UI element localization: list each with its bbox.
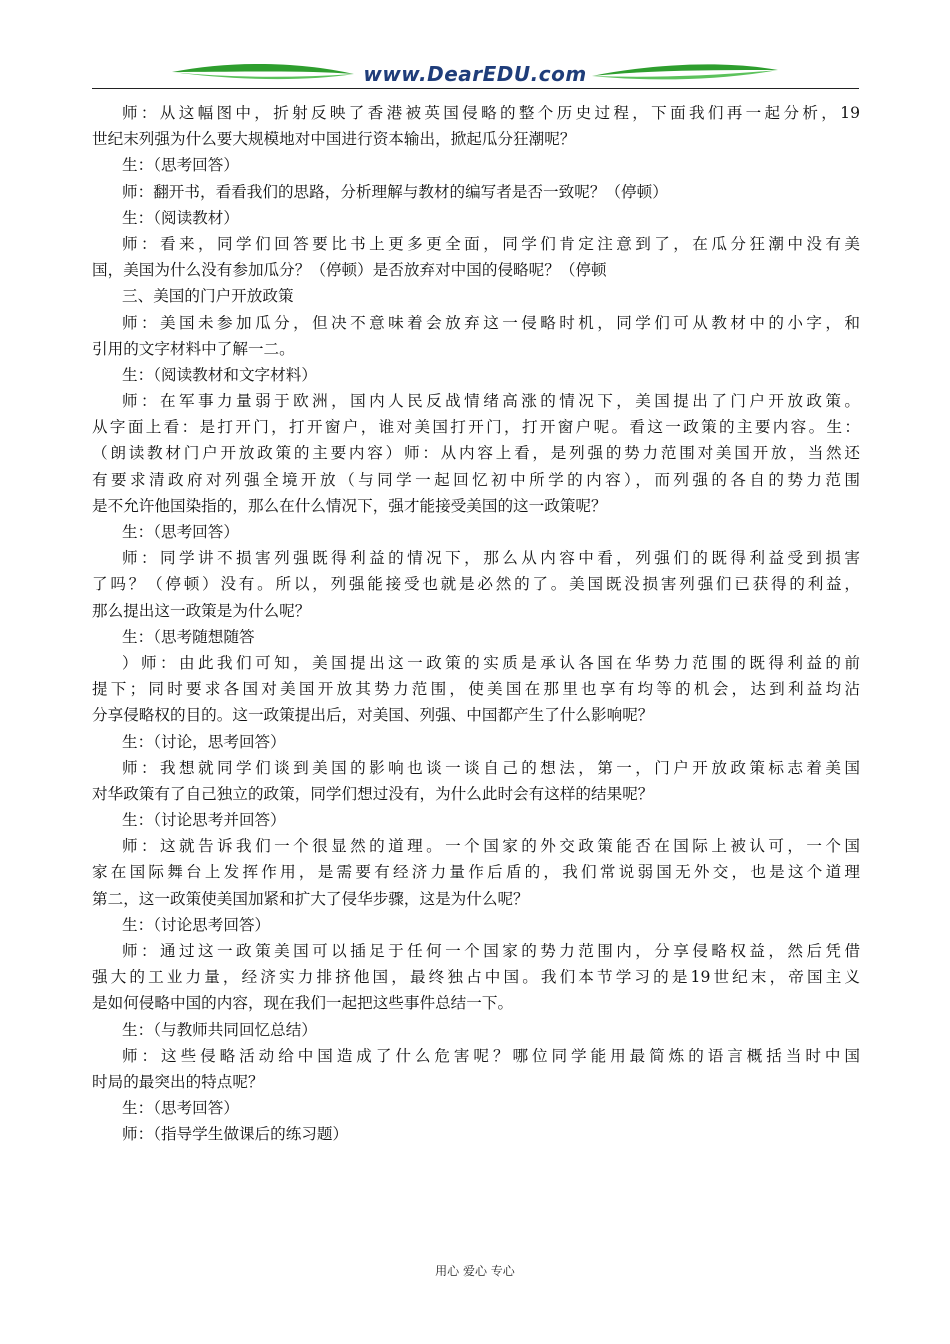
- text-line: 三、美国的门户开放政策: [122, 287, 294, 306]
- text-line: 是不允许他国染指的，那么在什么情况下，强才能接受美国的这一政策呢？: [92, 496, 607, 515]
- text-line: 从字面上看：是打开门，打开窗户，谁对美国打开门，打开窗户呢。看这一政策的主要内容。生：: [92, 418, 860, 437]
- text-line: 分享侵略权的目的。这一政策提出后，对美国、列强、中国都产生了什么影响呢？: [92, 706, 654, 725]
- text-line: 国，美国为什么没有参加瓜分？（停顿）是否放弃对中国的侵略呢？（停顿: [92, 261, 607, 280]
- page-footer: 用心 爱心 专心: [435, 1264, 515, 1278]
- text-line: 师：（指导学生做课后的练习题）: [122, 1125, 349, 1144]
- text-line: 生：（阅读教材）: [122, 208, 239, 227]
- text-line: （朗读教材门户开放政策的主要内容）师：从内容上看，是列强的势力范围对美国开放，当然还: [92, 444, 860, 463]
- text-line: 生：（思考回答）: [122, 523, 239, 541]
- text-line: 师：这就告诉我们一个很显然的道理。一个国家的外交政策能否在国际上被认可，一个国: [122, 837, 860, 856]
- text-line: 生：（讨论，思考回答）: [122, 732, 286, 751]
- text-line: 师：我想就同学们谈到美国的影响也谈一谈自己的想法，第一，门户开放政策标志着美国: [122, 758, 860, 777]
- text-line: 生：（思考回答）: [122, 1099, 239, 1118]
- text-line: 师：看来，同学们回答要比书上更多更全面，同学们肯定注意到了，在瓜分狂潮中没有美: [122, 234, 860, 253]
- text-line: 师：翻开书，看看我们的思路，分析理解与教材的编写者是否一致呢？（停顿）: [122, 182, 668, 201]
- text-line: 生：（讨论思考并回答）: [122, 811, 286, 830]
- text-line: 那么提出这一政策是为什么呢？: [92, 601, 311, 620]
- text-line: 第二，这一政策使美国加紧和扩大了侵华步骤，这是为什么呢？: [92, 889, 529, 908]
- document-body: [92, 100, 860, 1148]
- site-header-logo: [92, 58, 858, 90]
- text-line: 了吗？（停顿）没有。所以，列强能接受也就是必然的了。美国既没损害列强们已获得的利益，: [92, 575, 860, 594]
- text-line: 师：这些侵略活动给中国造成了什么危害呢？哪位同学能用最简炼的语言概括当时中国: [122, 1046, 860, 1065]
- text-line: 师：通过这一政策美国可以插足于任何一个国家的势力范围内，分享侵略权益，然后凭借: [122, 942, 860, 960]
- text-line: 师：在军事力量弱于欧洲，国内人民反战情绪高涨的情况下，美国提出了门户开放政策。: [122, 392, 860, 411]
- header-divider: [92, 88, 859, 89]
- text-line: 世纪末列强为什么要大规模地对中国进行资本输出，掀起瓜分狂潮呢？: [92, 130, 576, 149]
- text-line: 强大的工业力量，经济实力排挤他国，最终独占中国。我们本节学习的是19世纪末，帝国主义: [92, 968, 860, 987]
- text-line: 生：（阅读教材和文字材料）: [122, 365, 317, 384]
- text-line: 生：（讨论思考回答）: [122, 915, 271, 934]
- text-line: 是如何侵略中国的内容，现在我们一起把这些事件总结一下。: [92, 994, 514, 1013]
- text-line: 师：从这幅图中，折射反映了香港被英国侵略的整个历史过程，下面我们再一起分析，19: [122, 104, 860, 122]
- text-line: 生：（思考回答）: [122, 156, 239, 175]
- text-line: 家在国际舞台上发挥作用，是需要有经济力量作后盾的，我们常说弱国无外交，也是这个道理: [92, 863, 860, 882]
- text-line: 生：（思考随想随答: [122, 627, 255, 646]
- text-line: 提下；同时要求各国对美国开放其势力范围，使美国在那里也享有均等的机会，达到利益均沾: [92, 680, 860, 699]
- text-line: 对华政策有了自己独立的政策，同学们想过没有，为什么此时会有这样的结果呢？: [92, 784, 654, 803]
- text-line: 生：（与教师共同回忆总结）: [122, 1020, 317, 1039]
- text-line: 师：美国未参加瓜分，但决不意味着会放弃这一侵略时机，同学们可从教材中的小字，和: [122, 313, 860, 332]
- text-line: 引用的文字材料中了解一二。: [92, 339, 295, 358]
- text-line: 有要求清政府对列强全境开放（与同学一起回忆初中所学的内容），而列强的各自的势力范围: [92, 470, 860, 489]
- site-logo-text: www.DearEDU.com: [363, 62, 587, 86]
- text-line: ）师：由此我们可知，美国提出这一政策的实质是承认各国在华势力范围的既得利益的前: [122, 653, 860, 672]
- text-line: 师：同学讲不损害列强既得利益的情况下，那么从内容中看，列强们的既得利益受到损害: [122, 549, 860, 568]
- text-line: 时局的最突出的特点呢？: [92, 1072, 264, 1091]
